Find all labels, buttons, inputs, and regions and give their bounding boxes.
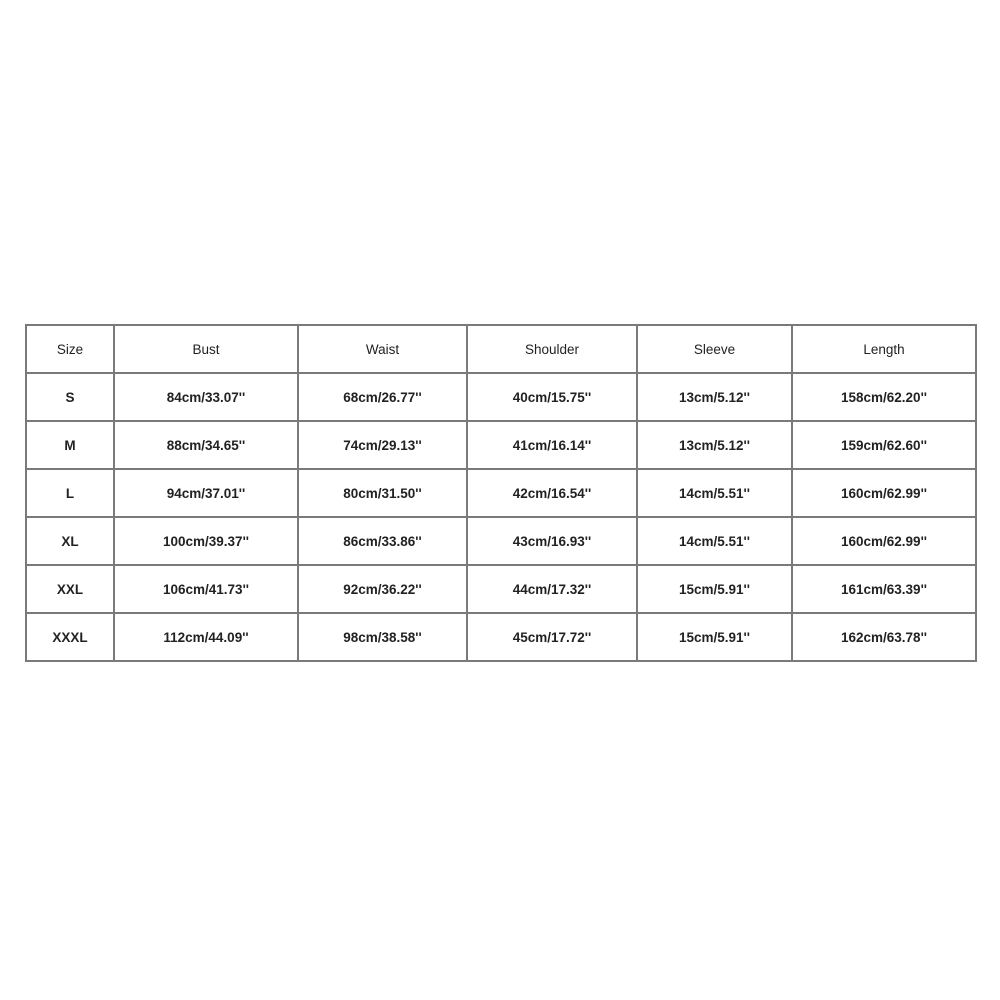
size-cell: XXXL [26, 613, 114, 661]
shoulder-cell: 45cm/17.72'' [467, 613, 637, 661]
sleeve-cell: 15cm/5.91'' [637, 565, 792, 613]
waist-cell: 80cm/31.50'' [298, 469, 467, 517]
header-bust: Bust [114, 325, 298, 373]
shoulder-cell: 42cm/16.54'' [467, 469, 637, 517]
length-cell: 162cm/63.78'' [792, 613, 976, 661]
sleeve-cell: 14cm/5.51'' [637, 517, 792, 565]
sleeve-cell: 14cm/5.51'' [637, 469, 792, 517]
waist-cell: 98cm/38.58'' [298, 613, 467, 661]
table-row [26, 565, 976, 613]
bust-cell: 106cm/41.73'' [114, 565, 298, 613]
table-row [26, 517, 976, 565]
waist-cell: 92cm/36.22'' [298, 565, 467, 613]
header-size: Size [26, 325, 114, 373]
bust-cell: 94cm/37.01'' [114, 469, 298, 517]
size-cell: M [26, 421, 114, 469]
length-cell: 161cm/63.39'' [792, 565, 976, 613]
header-row [26, 325, 976, 373]
sleeve-cell: 15cm/5.91'' [637, 613, 792, 661]
length-cell: 159cm/62.60'' [792, 421, 976, 469]
shoulder-cell: 44cm/17.32'' [467, 565, 637, 613]
length-cell: 160cm/62.99'' [792, 517, 976, 565]
table-row [26, 373, 976, 421]
bust-cell: 84cm/33.07'' [114, 373, 298, 421]
shoulder-cell: 43cm/16.93'' [467, 517, 637, 565]
waist-cell: 86cm/33.86'' [298, 517, 467, 565]
table-row [26, 469, 976, 517]
size-chart-table [25, 324, 977, 662]
size-cell: L [26, 469, 114, 517]
sleeve-cell: 13cm/5.12'' [637, 421, 792, 469]
waist-cell: 68cm/26.77'' [298, 373, 467, 421]
size-cell: XXL [26, 565, 114, 613]
length-cell: 158cm/62.20'' [792, 373, 976, 421]
header-waist: Waist [298, 325, 467, 373]
header-length: Length [792, 325, 976, 373]
size-cell: S [26, 373, 114, 421]
table-row [26, 421, 976, 469]
bust-cell: 100cm/39.37'' [114, 517, 298, 565]
table-row [26, 613, 976, 661]
waist-cell: 74cm/29.13'' [298, 421, 467, 469]
shoulder-cell: 41cm/16.14'' [467, 421, 637, 469]
bust-cell: 112cm/44.09'' [114, 613, 298, 661]
size-cell: XL [26, 517, 114, 565]
shoulder-cell: 40cm/15.75'' [467, 373, 637, 421]
bust-cell: 88cm/34.65'' [114, 421, 298, 469]
sleeve-cell: 13cm/5.12'' [637, 373, 792, 421]
length-cell: 160cm/62.99'' [792, 469, 976, 517]
header-sleeve: Sleeve [637, 325, 792, 373]
header-shoulder: Shoulder [467, 325, 637, 373]
